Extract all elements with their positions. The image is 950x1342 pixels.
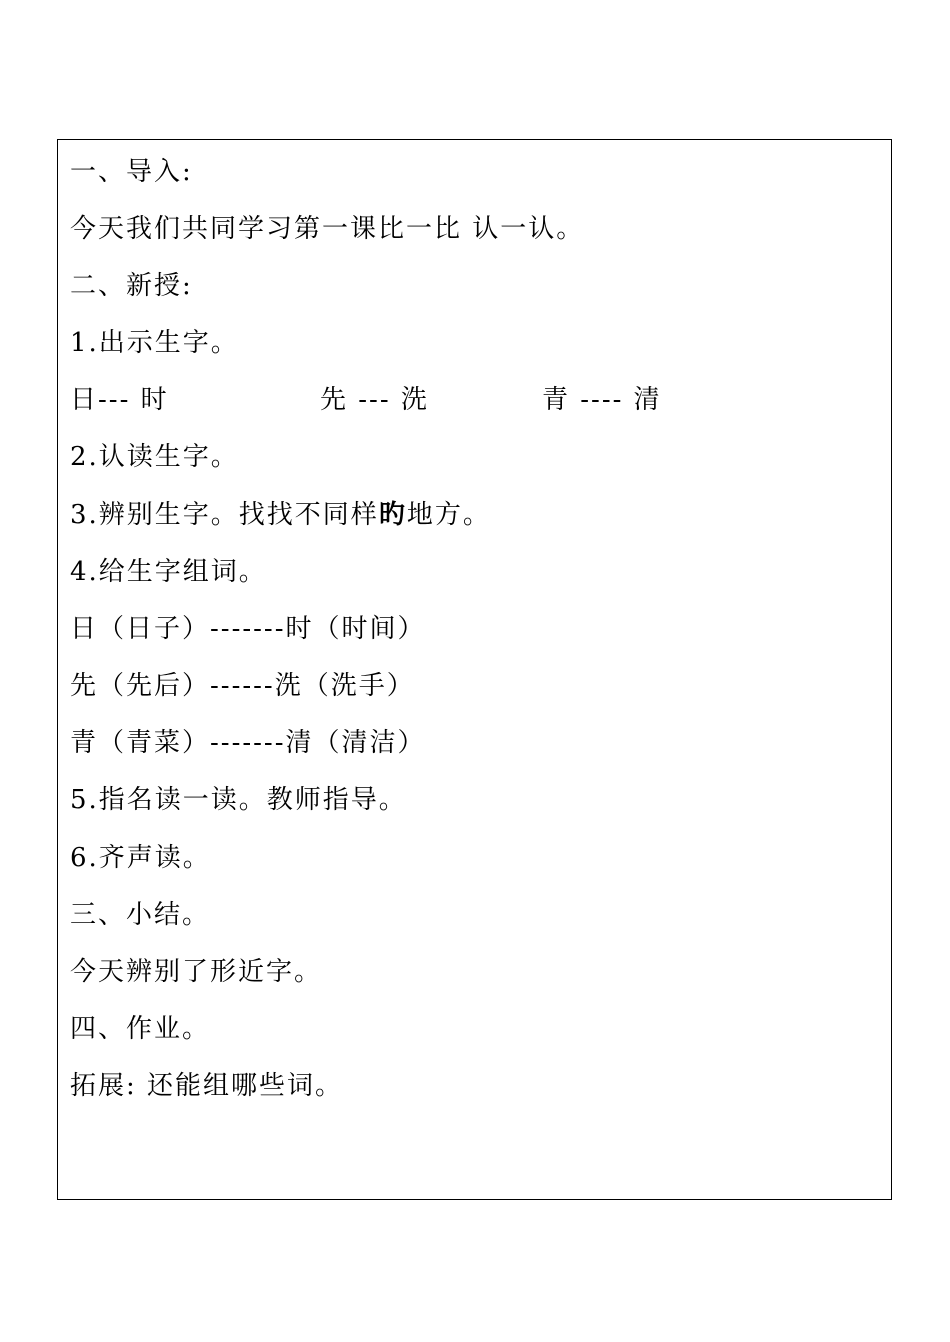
word-group-ri: 日（日子）-------时（时间）	[70, 614, 426, 644]
section-summary-heading: 三、小结。	[70, 900, 211, 930]
lesson-plan-box	[57, 139, 892, 1200]
homework-text: 拓展: 还能组哪些词。	[70, 1071, 344, 1101]
step-1: 1.出示生字。	[70, 328, 239, 358]
step-3-text: 3.辨别生字。找找不同样	[70, 500, 379, 530]
intro-text: 今天我们共同学习第一课比一比 认一认。	[70, 214, 585, 244]
step-3-bold-char: 旳	[378, 500, 407, 530]
section-homework-heading: 四、作业。	[70, 1014, 211, 1044]
word-group-qing: 青（青菜）-------清（清洁）	[70, 728, 426, 758]
section-new-lesson-heading: 二、新授:	[70, 271, 193, 301]
section-intro-heading: 一、导入:	[70, 157, 193, 187]
step-6: 6.齐声读。	[70, 843, 211, 873]
char-pair-xian-xi: 先 --- 洗	[320, 385, 429, 415]
step-2: 2.认读生字。	[70, 442, 239, 472]
step-5: 5.指名读一读。教师指导。	[70, 785, 407, 815]
summary-text: 今天辨别了形近字。	[70, 957, 323, 987]
word-group-xian: 先（先后）------洗（洗手）	[70, 671, 415, 701]
char-pair-ri-shi: 日--- 时	[70, 385, 169, 415]
step-3	[70, 495, 491, 535]
step-4: 4.给生字组词。	[70, 557, 267, 587]
char-pair-qing-qing: 青 ---- 清	[542, 385, 662, 415]
step-3-text-end: 地方。	[406, 500, 491, 530]
char-pairs-row	[70, 380, 880, 420]
